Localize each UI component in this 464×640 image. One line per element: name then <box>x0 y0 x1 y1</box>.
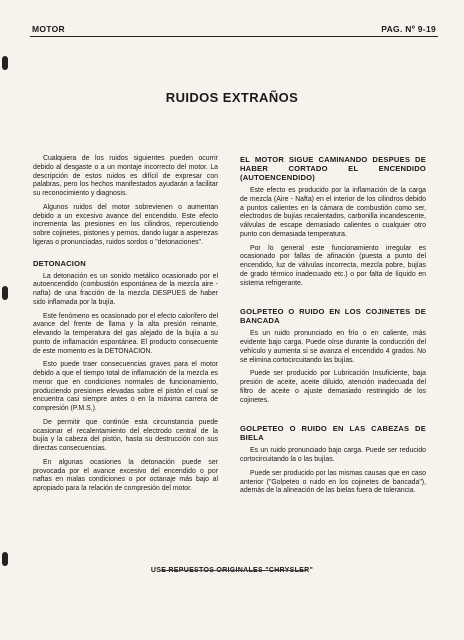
section-heading-autoencendido: EL MOTOR SIGUE CAMINANDO DESPUES DE HABER CORTADO EL ENCENDIDO (AUTOENCENDIDO) <box>240 155 426 182</box>
section-heading-bancada: GOLPETEO O RUIDO EN LOS COJINETES DE BANCADA <box>240 307 426 326</box>
paragraph: Algunos ruidos del motor sobrevienen o aumentan debido a un excesivo avance del encendido. Este efecto incrementa las presiones en los cilindros, repercutiendo sobre cojinetes, pistones y pernos, dando lugar a asperezas ligeras o pronunciadas, ruidos sordos o "detonaciones". <box>33 203 218 246</box>
paragraph: Por lo general este funcionamiento irregular es ocasionado por fallas de afinación (puesta a punto del encendido, luz de válvulas incorrecta, mezcla pobre, bujías de grado térmico inadecuado etc.) o por falta de líquido en sistema refrigerante. <box>240 244 426 287</box>
paragraph: La detonación es un sonido metálico ocasionado por el autoencendido (combustión espontánea de la mezcla aire - nafta) de una fracción de la mezcla DESPUES de haber sido inflamada por la bujía. <box>33 272 218 306</box>
paragraph: Puede ser producido por las mismas causas que en caso anterior ("Golpeteo o ruido en los cojinetes de bancada"), además de la alineación de las bielas fuera de tolerancia. <box>240 469 426 495</box>
paragraph: Es un ruido pronunciado bajo carga. Puede ser reducido cortocircuitando la o las bujías. <box>240 447 426 463</box>
left-column <box>33 155 218 499</box>
header-divider <box>30 36 438 37</box>
footer-underline <box>160 570 308 571</box>
footer-note: USE REPUESTOS ORIGINALES "CHRYSLER" <box>150 567 314 574</box>
paragraph: Es un ruido pronunciado en frío o en caliente, más evidente bajo carga. Puede oírse durante la conducción del vehículo y aumenta si se avanza el encendido 4 grados. No se elimina cortocircuitando las bujías. <box>240 330 426 364</box>
section-label: MOTOR <box>32 24 65 34</box>
paragraph: Este fenómeno es ocasionado por el efecto calorífero del avance del frente de llama y la alta presión reinante, elevando la temperatura del gas alejado de la bujía a su punto de inflamación espontánea. El producto consecuente de este momento es la DETONACION. <box>33 312 218 355</box>
paragraph: Cualquiera de los ruidos siguientes pueden ocurrir debido al desgaste o a un montaje incorrecto del motor. La descripción de estos ruidos es difícil de expresar con palabras, pero los hechos manifestados ayudarán a facilitar su reconocimiento y diagnosis. <box>33 155 218 197</box>
binder-hole <box>2 286 8 300</box>
paragraph: En algunas ocasiones la detonación puede ser provocada por el avance excesivo del encendido o por naftas en malas condiciones o por octanaje más bajo al apropiado para la relación de compresión del motor. <box>33 458 218 492</box>
binder-hole <box>2 56 8 70</box>
paragraph: De permitir que continúe esta circunstancia puede ocasionar el recalentamiento del electrodo central de la bujía y la cabeza del pistón, hasta su destrucción con sus directas consecuencias. <box>33 418 218 452</box>
section-heading-detonacion: DETONACION <box>33 258 86 268</box>
paragraph: Puede ser producido por Lubricación Insuficiente, baja presión de aceite, aceite diluido, atención inadecuada del filtro de aceite o ajuste demasiado restringido de los cojinetes. <box>240 370 426 404</box>
section-heading-biela: GOLPETEO O RUIDO EN LAS CABEZAS DE BIELA <box>240 424 426 443</box>
page-number: PAG. Nº 9-19 <box>381 24 436 34</box>
right-column <box>240 155 426 501</box>
paragraph: Este efecto es producido por la inflamación de la carga de mezcla (Aire - Nafta) en el interior de los cilindros debido a puntos calientes en la cámara de combustión como ser, electrodos de bujías recalentados, carbonilla incandescente, válvulas de escape demasiado calientes o cualquier otro punto con demasiada temperatura. <box>240 187 426 238</box>
page-title: RUIDOS EXTRAÑOS <box>165 90 299 105</box>
paragraph: Esto puede traer consecuencias graves para el motor debido a que el tiempo total de inflamación de la mezcla es menor que en condiciones normales de funcionamiento, produciendo presiones elevadas sobre el pistón el cual se encuentra casi siempre antes o en la máxima carrera de compresión (P.M.S.). <box>33 361 218 412</box>
binder-hole <box>2 552 8 566</box>
